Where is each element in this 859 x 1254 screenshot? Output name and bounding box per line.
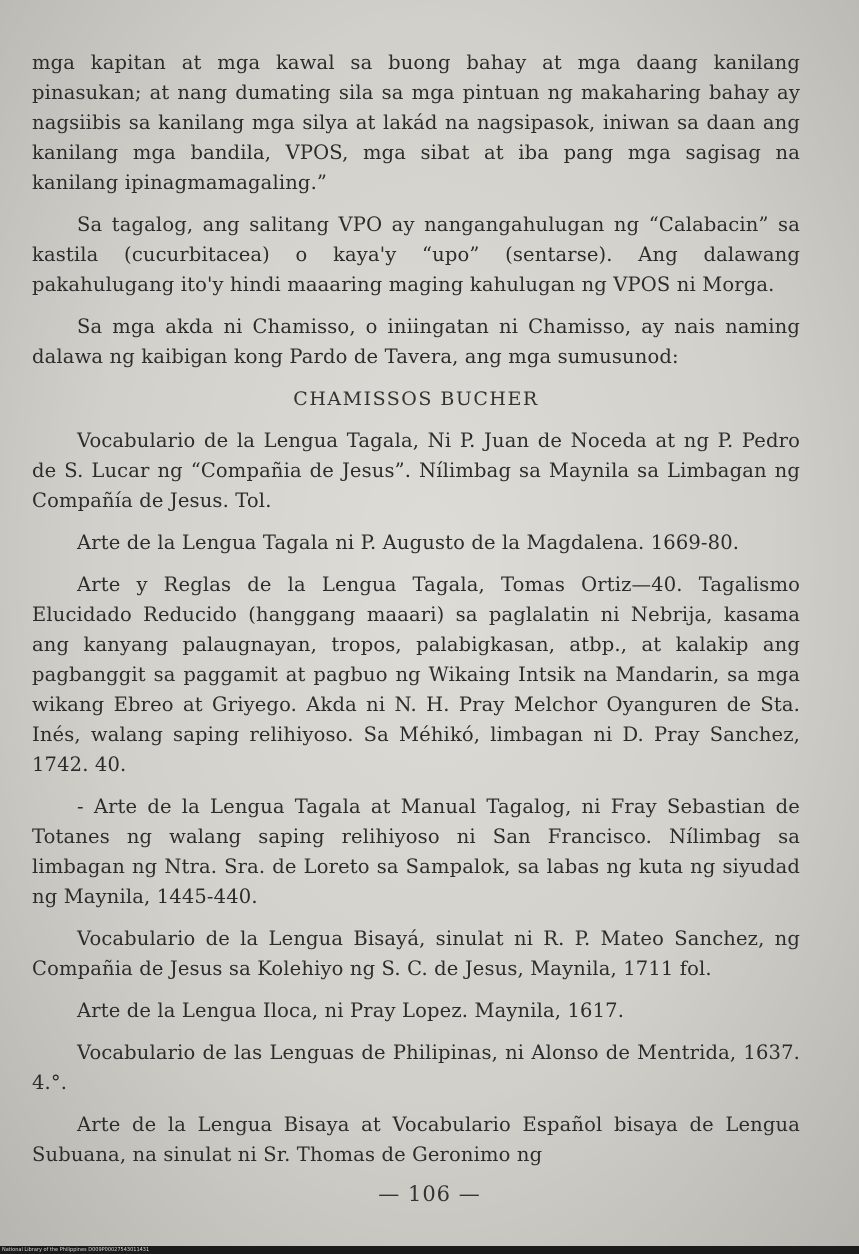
bibliography-entry-3: Arte y Reglas de la Lengua Tagala, Tomas Ortiz—40. Tagalismo Elucidado Reducido (hanggang maaari) sa paglalatin ni Nebrija, kasama ang kanyang palaugnayan, tropos, palabigkasan, atbp., at kalakip ang pagbanggit sa paggamit at pagbuo ng Wikaing Intsik na Mandarin, sa mga wikang Ebreo at Griyego. Akda ni N. H. Pray Melchor Oyanguren de Sta. Inés, walang saping relihiyoso. Sa Méhikó, limbagan ni D. Pray Sanchez, 1742. 40. [32, 573, 800, 776]
bibliography-entry-2: Arte de la Lengua Tagala ni P. Augusto de la Magdalena. 1669-80. [77, 531, 740, 554]
paragraph-3: Sa mga akda ni Chamisso, o iniingatan ni Chamisso, ay nais naming dalawa ng kaibigan kong Pardo de Tavera, ang mga sumusunod: [32, 315, 800, 368]
paragraph-1: mga kapitan at mga kawal sa buong bahay at mga daang kanilang pinasukan; at nang dumating sila sa mga pintuan ng makaharing bahay ay nagsiibis sa kanilang mga silya at lakád na nagsipasok, iniwan sa daan ang kanilang mga bandila, VPOS, mga sibat at iba pang mga sagisag na kanilang ipinagmamagaling.” [32, 51, 800, 194]
bibliography-entry-6: Arte de la Lengua Iloca, ni Pray Lopez. Maynila, 1617. [77, 999, 625, 1022]
section-heading: CHAMISSOS BUCHER [293, 388, 539, 410]
page-text [32, 48, 800, 1182]
bibliography-entry-7: Vocabulario de las Lenguas de Philipinas, ni Alonso de Mentrida, 1637. 4.°. [32, 1041, 800, 1094]
scan-footer-caption: National Library of the Philippines D009P00027543011431 [2, 1247, 150, 1253]
bibliography-entry-8: Arte de la Lengua Bisaya at Vocabulario Español bisaya de Lengua Subuana, na sinulat ni Sr. Thomas de Geronimo ng [32, 1113, 800, 1166]
bibliography-entry-1: Vocabulario de la Lengua Tagala, Ni P. Juan de Noceda at ng P. Pedro de S. Lucar ng “Compañia de Jesus”. Nílimbag sa Maynila sa Limbagan ng Compañía de Jesus. Tol. [32, 429, 800, 512]
paragraph-2: Sa tagalog, ang salitang VPO ay nangangahulugan ng “Calabacin” sa kastila (cucurbitacea) o kaya'y “upo” (sentarse). Ang dalawang pakahulugang ito'y hindi maaaring maging kahulugan ng VPOS ni Morga. [32, 213, 800, 296]
bibliography-entry-4: - Arte de la Lengua Tagala at Manual Tagalog, ni Fray Sebastian de Totanes ng walang saping relihiyoso ni San Francisco. Nílimbag sa limbagan ng Ntra. Sra. de Loreto sa Sampalok, sa labas ng kuta ng siyudad ng Maynila, 1445-440. [32, 795, 800, 908]
page-number: — 106 — [378, 1182, 481, 1206]
scan-footer-bar [0, 1246, 859, 1254]
bibliography-entry-5: Vocabulario de la Lengua Bisayá, sinulat ni R. P. Mateo Sanchez, ng Compañia de Jesus sa Kolehiyo ng S. C. de Jesus, Maynila, 1711 fol. [32, 927, 800, 980]
